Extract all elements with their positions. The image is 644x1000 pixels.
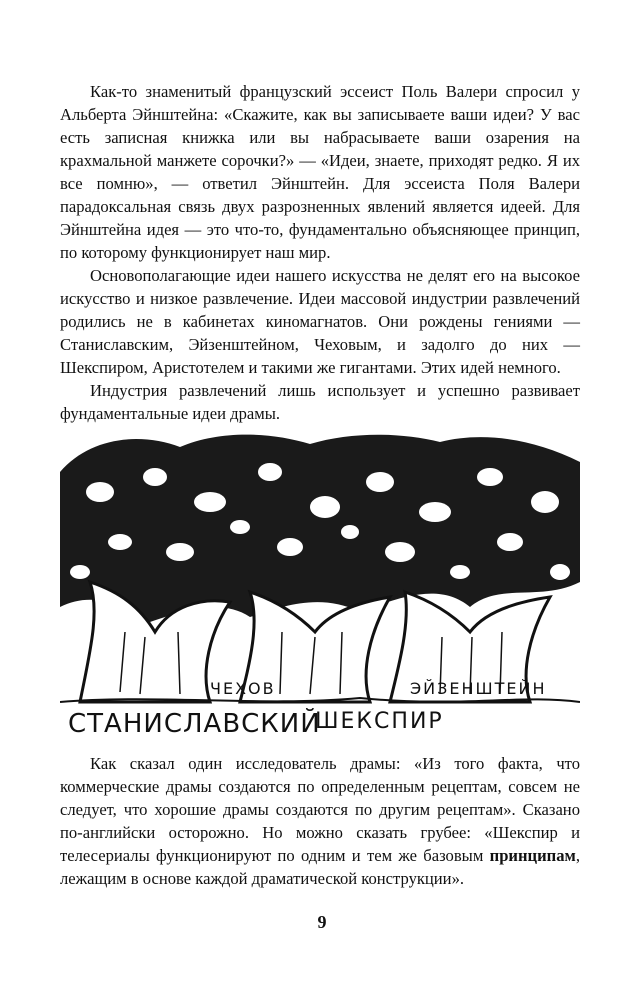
trees-illustration — [60, 432, 580, 744]
paragraph-fundamental-ideas: Основополагающие идеи нашего искусства не делят его на высокое искусство и низкое развлечение. Идеи массовой индустрии развлечений родились не в кабинетах киномагнатов. Они рождены гениями — Станиславским, Эйзенштейном, Чеховым, и задолго до них — Шекспиром, Аристотелем и такими же гигантами. Этих идей немного. — [60, 266, 580, 377]
text-block-top — [60, 80, 580, 425]
text-block-bottom — [60, 752, 580, 890]
label-stanislavsky: СТАНИСЛАВСКИЙ — [68, 709, 321, 739]
paragraph-text-part: Как сказал один исследователь драмы: «Из того факта, что коммерческие драмы создаются по определенным рецептам, совсем не следует, что хорошие драмы создаются по другим рецептам». Сказано по-английски осторожно. Но можно сказать грубее: «Шекспир и телесериалы функционируют по одним и тем же базовым — [60, 754, 580, 865]
paragraph-drama-recipes — [60, 752, 580, 890]
paragraph-einstein-valery: Как-то знаменитый французский эссеист Поль Валери спросил у Альберта Эйнштейна: «Скажите, как вы записываете ваши идеи? У вас есть записная книжка или вы набрасываете ваши озарения на крахмальной манжете сорочки?» — «Идеи, знаете, приходят редко. Я их все помню», — ответил Эйнштейн. Для эссеиста Поля Валери парадоксальная связь двух разрозненных явлений является идеей. Для Эйнштейна идея — это что-то, фундаментально объясняющее принцип, по которому функционирует наш мир. — [60, 82, 580, 262]
paragraph-entertainment-industry: Индустрия развлечений лишь использует и успешно развивает фундаментальные идеи драмы. — [60, 381, 580, 423]
label-shakespeare: ШЕКСПИР — [315, 709, 444, 734]
paragraph-text-end: , лежащим в основе каждой драматической конструкции». — [60, 846, 580, 888]
bold-word-principles: принципам — [489, 846, 576, 865]
page-number: 9 — [317, 912, 327, 932]
label-chekhov: ЧЕХОВ — [210, 679, 276, 698]
tree-canopy — [60, 435, 580, 622]
label-eisenstein: ЭЙЗЕНШТЕЙН — [410, 679, 547, 698]
